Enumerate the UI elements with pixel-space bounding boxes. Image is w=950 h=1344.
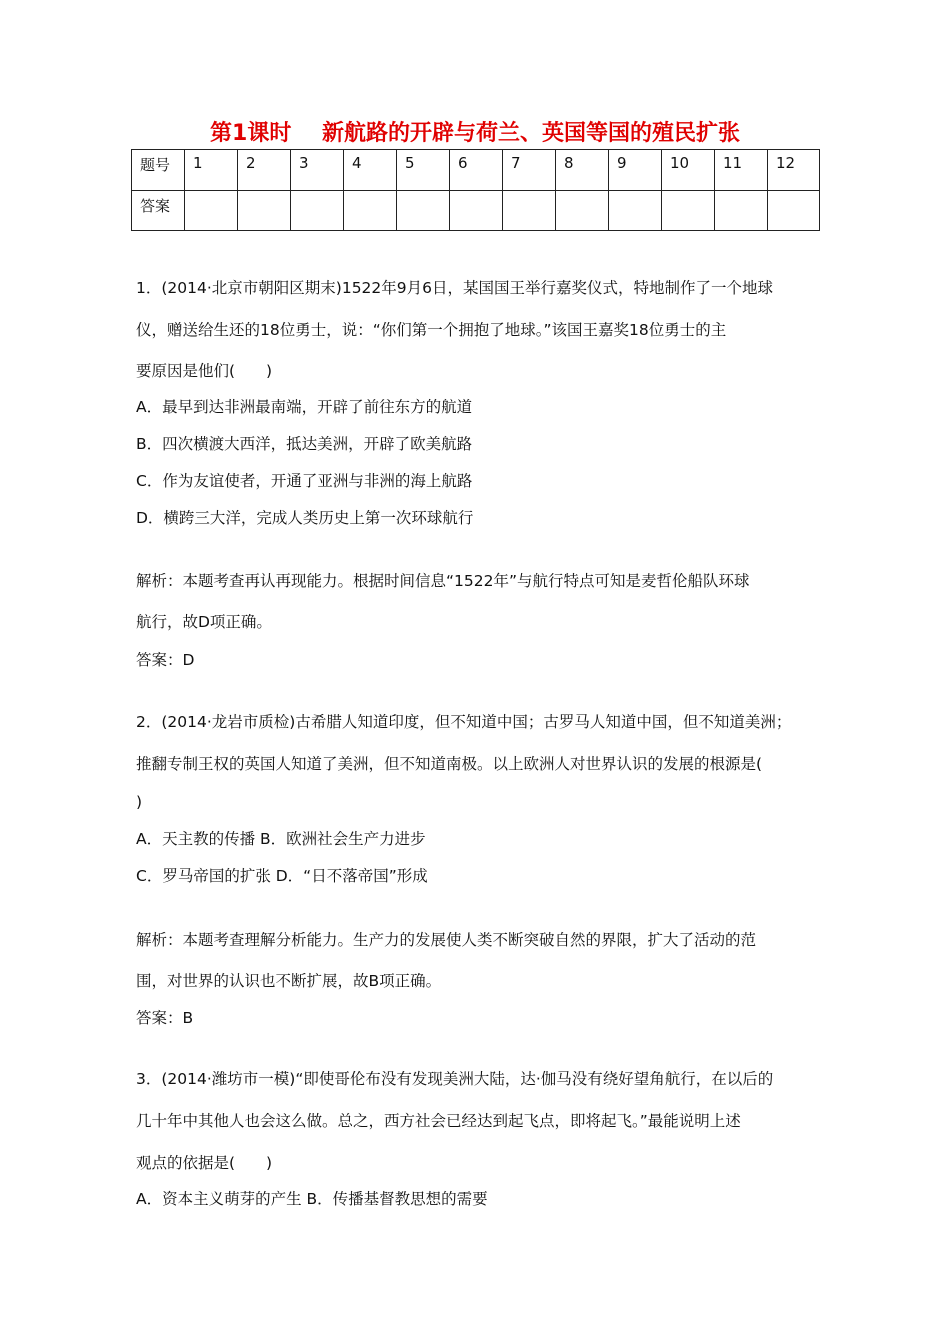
answer-label: 答案 [132,191,185,231]
question-number-cell: 6 [450,150,503,191]
answer-row [132,191,820,231]
answer-cell[interactable] [397,191,450,231]
question-number-cell: 7 [503,150,556,191]
q1-option-a: A．最早到达非洲最南端，开辟了前往东方的航道 [136,398,473,416]
answer-cell[interactable] [344,191,397,231]
q2-options-cd: C．罗马帝国的扩张 D．“日不落帝国”形成 [136,867,428,885]
q2-stem-line: 2．(2014·龙岩市质检)古希腊人知道印度，但不知道中国；古罗马人知道中国，但不知道美洲； [136,713,792,731]
q1-stem-line: 1．(2014·北京市朝阳区期末)1522年9月6日，某国国王举行嘉奖仪式，特地制作了一个地球 [136,279,774,297]
question-number-cell: 2 [238,150,291,191]
answer-cell[interactable] [609,191,662,231]
answer-cell[interactable] [450,191,503,231]
q2-stem-line: ) [136,793,143,811]
question-number-cell: 1 [185,150,238,191]
question-number-cell: 9 [609,150,662,191]
q2-analysis-line: 围，对世界的认识也不断扩展，故B项正确。 [136,972,442,990]
answer-cell[interactable] [662,191,715,231]
question-number-cell: 8 [556,150,609,191]
question-number-cell: 12 [768,150,820,191]
question-number-cell: 3 [291,150,344,191]
q3-stem-line: 观点的依据是( ) [136,1154,273,1172]
lesson-title: 第1课时 新航路的开辟与荷兰、英国等国的殖民扩张 [210,121,740,146]
q1-option-d: D．横跨三大洋，完成人类历史上第一次环球航行 [136,509,474,527]
q2-options-ab: A．天主教的传播 B．欧洲社会生产力进步 [136,830,426,848]
question-number-row [132,150,820,191]
q1-analysis-line: 航行，故D项正确。 [136,613,272,631]
q3-stem-line: 3．(2014·潍坊市一模)“即使哥伦布没有发现美洲大陆，达·伽马没有绕好望角航行，在以后的 [136,1070,774,1088]
answer-cell[interactable] [503,191,556,231]
q1-stem-line: 仪，赠送给生还的18位勇士，说：“你们第一个拥抱了地球。”该国王嘉奖18位勇士的主 [136,321,727,339]
q1-stem-line: 要原因是他们( ) [136,362,273,380]
question-number-cell: 4 [344,150,397,191]
q1-option-c: C．作为友谊使者，开通了亚洲与非洲的海上航路 [136,472,473,490]
answer-cell[interactable] [238,191,291,231]
answer-cell[interactable] [185,191,238,231]
question-number-cell: 11 [715,150,768,191]
q1-analysis-line: 解析：本题考查再认再现能力。根据时间信息“1522年”与航行特点可知是麦哲伦船队环球 [136,572,750,590]
q3-stem-line: 几十年中其他人也会这么做。总之，西方社会已经达到起飞点，即将起飞。”最能说明上述 [136,1112,741,1130]
answer-cell[interactable] [715,191,768,231]
q2-stem-line: 推翻专制王权的英国人知道了美洲，但不知道南极。以上欧洲人对世界认识的发展的根源是( [136,755,763,773]
q2-analysis-line: 解析：本题考查理解分析能力。生产力的发展使人类不断突破自然的界限，扩大了活动的范 [136,931,757,949]
answer-table [131,149,820,231]
q1-option-b: B．四次横渡大西洋，抵达美洲，开辟了欧美航路 [136,435,473,453]
answer-cell[interactable] [291,191,344,231]
q1-answer: 答案：D [136,651,195,669]
answer-cell[interactable] [556,191,609,231]
question-number-label: 题号 [132,150,185,191]
q3-options-ab: A．资本主义萌芽的产生 B．传播基督教思想的需要 [136,1190,488,1208]
q2-answer: 答案：B [136,1009,194,1027]
question-number-cell: 5 [397,150,450,191]
question-number-cell: 10 [662,150,715,191]
answer-cell[interactable] [768,191,820,231]
